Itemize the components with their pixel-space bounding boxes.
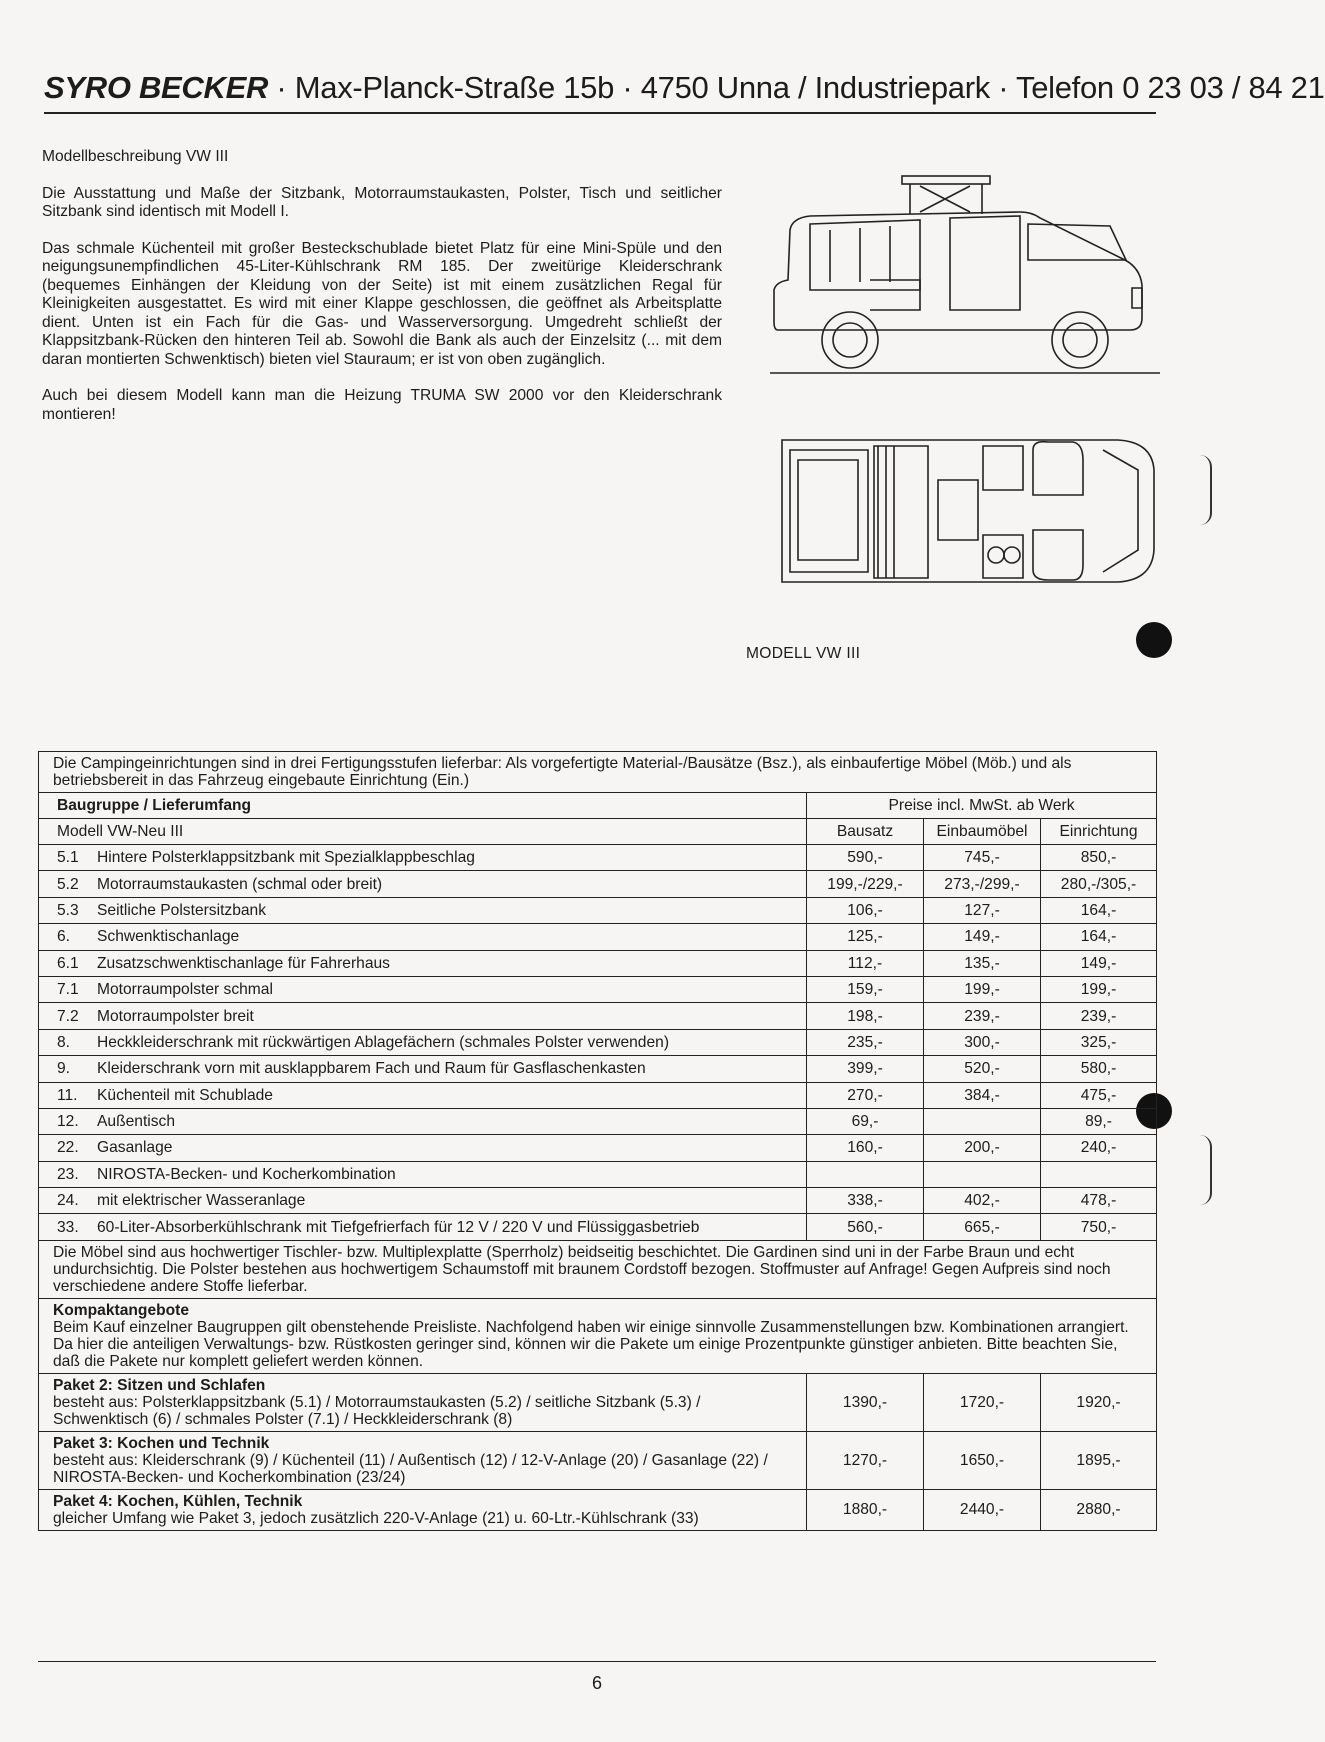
price-einbaumoebel (924, 1161, 1041, 1187)
package-row (39, 1431, 1157, 1489)
price-einbaumoebel: 665,- (924, 1214, 1041, 1240)
item-number: 7.1 (57, 981, 79, 999)
description-paragraph-2: Das schmale Küchenteil mit großer Besteckschublade bietet Platz für eine Mini-Spüle und den neigungsunempfindlichen 45-Liter-Kühlschrank RM 185. Der zweitürige Kleiderschrank (bequemes Einhängen der Kleidung von der Seite) ist mit einem zusätzlichen Regal für Kleinigkeiten ausgestattet. Es wird mit einer Klappe geschlossen, die geöffnet als Arbeitsplatte dient. Unten ist ein Fach für die Gas- und Wasserversorgung. Umgedreht schließt der Klappsitzbank-Rücken den hinteren Teil ab. Sowohl die Bank als auch der Einzelsitz (... mit dem daran montierten Schwenktisch) bieten viel Stauraum; er ist von oben zugänglich. (42, 239, 722, 368)
item-number: 33. (57, 1218, 79, 1236)
page-header (44, 70, 1325, 106)
price-bausatz: 338,- (807, 1188, 924, 1214)
item-description: Außentisch (97, 1113, 176, 1131)
item-description: NIROSTA-Becken- und Kocherkombination (97, 1165, 396, 1183)
item-number: 11. (57, 1086, 78, 1104)
table-intro: Die Campingeinrichtungen sind in drei Fertigungsstufen lieferbar: Als vorgefertigte Material-/Bausätze (Bsz.), als einbaufertige Möbel (Möb.) und als betriebsbereit in das Fahrzeug eingebaute Einrichtung (Ein.) (39, 752, 1157, 793)
price-einbaumoebel: 273,-/299,- (924, 871, 1041, 897)
price-bausatz: 235,- (807, 1029, 924, 1055)
van-top-view-drawing (778, 430, 1158, 600)
item-cell (39, 1056, 807, 1082)
item-cell (39, 1161, 807, 1187)
table-row (39, 1108, 1157, 1134)
price-einbaumoebel: 199,- (924, 976, 1041, 1002)
item-cell (39, 1135, 807, 1161)
price-einrichtung: 164,- (1041, 897, 1157, 923)
description-paragraph-3: Auch bei diesem Modell kann man die Heizung TRUMA SW 2000 vor den Kleiderschrank montieren! (42, 387, 722, 423)
table-row (39, 1188, 1157, 1214)
package-price-einrichtung: 2880,- (1041, 1489, 1157, 1530)
price-einrichtung: 149,- (1041, 950, 1157, 976)
price-einrichtung: 199,- (1041, 976, 1157, 1002)
description-title: Modellbeschreibung VW III (42, 148, 229, 165)
price-einbaumoebel: 520,- (924, 1056, 1041, 1082)
compact-offers (39, 1298, 1157, 1373)
price-einrichtung: 325,- (1041, 1029, 1157, 1055)
item-description: Heckkleiderschrank mit rückwärtigen Ablagefächern (schmales Polster verwenden) (97, 1033, 670, 1051)
item-number: 6.1 (57, 954, 79, 972)
price-bausatz: 106,- (807, 897, 924, 923)
item-number: 5.1 (57, 849, 79, 867)
item-number: 5.3 (57, 901, 79, 919)
package-price-einbaumoebel: 1720,- (924, 1373, 1041, 1431)
table-row (39, 1135, 1157, 1161)
compact-offers-title: Kompaktangebote (53, 1301, 190, 1319)
package-cell (39, 1489, 807, 1530)
table-row (39, 1003, 1157, 1029)
price-einbaumoebel: 402,- (924, 1188, 1041, 1214)
price-einbaumoebel: 384,- (924, 1082, 1041, 1108)
price-bausatz: 560,- (807, 1214, 924, 1240)
price-bausatz: 69,- (807, 1108, 924, 1134)
table-row (39, 871, 1157, 897)
item-description: Motorraumpolster breit (97, 1007, 254, 1025)
description-paragraph-1: Die Ausstattung und Maße der Sitzbank, Motorraumstaukasten, Polster, Tisch und seitlicher Sitzbank sind identisch mit Modell I. (42, 184, 722, 220)
package-contents: besteht aus: Polsterklappsitzbank (5.1) / Motorraumstaukasten (5.2) / seitliche Sitzbank (5.3) / Schwenktisch (6) / schmales Polster (7.1) / Heckkleiderschrank (8) (53, 1393, 701, 1428)
model-label: MODELL VW III (746, 645, 861, 662)
price-bausatz: 590,- (807, 845, 924, 871)
table-row (39, 950, 1157, 976)
item-number: 6. (57, 928, 71, 946)
item-cell (39, 845, 807, 871)
package-title: Paket 4: Kochen, Kühlen, Technik (53, 1492, 303, 1510)
item-number: 7.2 (57, 1007, 79, 1025)
item-cell (39, 1003, 807, 1029)
item-cell (39, 897, 807, 923)
item-description: Küchenteil mit Schublade (97, 1086, 273, 1104)
package-cell (39, 1431, 807, 1489)
package-price-bausatz: 1270,- (807, 1431, 924, 1489)
item-cell (39, 1082, 807, 1108)
item-description: Motorraumpolster schmal (97, 981, 273, 999)
price-bausatz: 112,- (807, 950, 924, 976)
item-cell (39, 976, 807, 1002)
col-header-einrichtung: Einrichtung (1041, 819, 1157, 845)
package-contents: besteht aus: Kleiderschrank (9) / Küchenteil (11) / Außentisch (12) / 12-V-Anlage (20) / Gasanlage (22) / NIROSTA-Becken- und Kocherkombination (23/24) (53, 1451, 768, 1486)
price-einrichtung: 239,- (1041, 1003, 1157, 1029)
price-bausatz: 199,-/229,- (807, 871, 924, 897)
item-description: mit elektrischer Wasseranlage (97, 1192, 306, 1210)
price-einbaumoebel: 239,- (924, 1003, 1041, 1029)
price-einbaumoebel: 127,- (924, 897, 1041, 923)
price-table (38, 751, 1157, 1531)
price-header: Preise incl. MwSt. ab Werk (807, 793, 1157, 819)
price-einrichtung: 475,- (1041, 1082, 1157, 1108)
item-description: Kleiderschrank vorn mit ausklappbarem Fach und Raum für Gasflaschenkasten (97, 1060, 646, 1078)
item-number: 5.2 (57, 875, 79, 893)
col-header-bausatz: Bausatz (807, 819, 924, 845)
item-number: 12. (57, 1113, 79, 1131)
price-einrichtung: 750,- (1041, 1214, 1157, 1240)
item-description: Seitliche Polstersitzbank (97, 901, 267, 919)
header-address: · Max-Planck-Straße 15b · 4750 Unna / Industriepark · Telefon 0 23 03 / 84 21 (268, 70, 1325, 105)
group-header: Baugruppe / Lieferumfang (39, 793, 807, 819)
item-number: 9. (57, 1060, 71, 1078)
material-note: Die Möbel sind aus hochwertiger Tischler- bzw. Multiplexplatte (Sperrholz) beidseitig beschichtet. Die Gardinen sind uni in der Farbe Braun und echt undurchsichtig. Die Polster bestehen aus hochwertigem Schaumstoff mit braunem Cordstoff bezogen. Stoffmuster auf Anfrage! Gegen Aufpreis sind noch verschiedene andere Stoffe lieferbar. (39, 1240, 1157, 1298)
item-description: Gasanlage (97, 1139, 173, 1157)
header-divider (44, 112, 1156, 114)
item-cell (39, 924, 807, 950)
table-row (39, 1161, 1157, 1187)
price-bausatz: 125,- (807, 924, 924, 950)
price-einrichtung: 164,- (1041, 924, 1157, 950)
price-einbaumoebel (924, 1108, 1041, 1134)
price-einrichtung: 240,- (1041, 1135, 1157, 1161)
van-side-view-drawing (770, 170, 1160, 385)
item-cell (39, 950, 807, 976)
item-number: 23. (57, 1165, 79, 1183)
item-cell (39, 1188, 807, 1214)
table-row (39, 845, 1157, 871)
table-row (39, 1214, 1157, 1240)
item-description: Hintere Polsterklappsitzbank mit Spezialklappbeschlag (97, 849, 475, 867)
price-bausatz: 160,- (807, 1135, 924, 1161)
price-rows (39, 845, 1157, 1241)
price-einbaumoebel: 745,- (924, 845, 1041, 871)
price-bausatz: 159,- (807, 976, 924, 1002)
price-bausatz: 399,- (807, 1056, 924, 1082)
item-number: 22. (57, 1139, 79, 1157)
punch-hole-upper (1136, 622, 1172, 658)
table-row (39, 924, 1157, 950)
price-einbaumoebel: 149,- (924, 924, 1041, 950)
price-einrichtung: 478,- (1041, 1188, 1157, 1214)
price-einrichtung: 89,- (1041, 1108, 1157, 1134)
item-description: Schwenktischanlage (97, 928, 240, 946)
table-row (39, 1082, 1157, 1108)
package-title: Paket 2: Sitzen und Schlafen (53, 1376, 266, 1394)
package-cell (39, 1373, 807, 1431)
item-cell (39, 1108, 807, 1134)
package-price-einrichtung: 1895,- (1041, 1431, 1157, 1489)
footer-divider (38, 1661, 1156, 1662)
table-row (39, 976, 1157, 1002)
package-title: Paket 3: Kochen und Technik (53, 1434, 270, 1452)
price-einrichtung: 280,-/305,- (1041, 871, 1157, 897)
package-row (39, 1489, 1157, 1530)
item-cell (39, 1214, 807, 1240)
price-bausatz: 270,- (807, 1082, 924, 1108)
package-price-bausatz: 1390,- (807, 1373, 924, 1431)
price-einbaumoebel: 135,- (924, 950, 1041, 976)
price-einbaumoebel: 300,- (924, 1029, 1041, 1055)
page-number: 6 (592, 1673, 603, 1693)
table-row (39, 897, 1157, 923)
item-description: Motorraumstaukasten (schmal oder breit) (97, 875, 383, 893)
col-header-einbaumoebel: Einbaumöbel (924, 819, 1041, 845)
item-cell (39, 871, 807, 897)
package-row (39, 1373, 1157, 1431)
package-contents: gleicher Umfang wie Paket 3, jedoch zusätzlich 220-V-Anlage (21) u. 60-Ltr.-Kühlschrank (33) (53, 1509, 699, 1527)
price-einbaumoebel: 200,- (924, 1135, 1041, 1161)
table-row (39, 1029, 1157, 1055)
binding-clip-upper (1200, 455, 1212, 525)
price-bausatz: 198,- (807, 1003, 924, 1029)
package-price-bausatz: 1880,- (807, 1489, 924, 1530)
item-cell (39, 1029, 807, 1055)
price-bausatz (807, 1161, 924, 1187)
model-description (42, 148, 722, 442)
package-price-einrichtung: 1920,- (1041, 1373, 1157, 1431)
binding-clip-lower (1200, 1135, 1212, 1205)
brand-name: SYRO BECKER (44, 70, 269, 105)
item-number: 8. (57, 1033, 71, 1051)
table-row (39, 1056, 1157, 1082)
item-description: 60-Liter-Absorberkühlschrank mit Tiefgefrierfach für 12 V / 220 V und Flüssiggasbetrieb (97, 1218, 700, 1236)
model-name: Modell VW-Neu III (39, 819, 807, 845)
price-einrichtung (1041, 1161, 1157, 1187)
package-price-einbaumoebel: 1650,- (924, 1431, 1041, 1489)
price-einrichtung: 580,- (1041, 1056, 1157, 1082)
item-description: Zusatzschwenktischanlage für Fahrerhaus (97, 954, 390, 972)
compact-offers-text: Beim Kauf einzelner Baugruppen gilt obenstehende Preisliste. Nachfolgend haben wir einige sinnvolle Zusammenstellungen bzw. Kombinationen arrangiert. Da hier die anteiligen Verwaltungs- bzw. Rüstkosten geringer sind, können wir die Pakete um einige Prozentpunkte günstiger anbieten. Bitte beachten Sie, daß die Pakete nur komplett geliefert werden können. (53, 1318, 1129, 1370)
item-number: 24. (57, 1192, 79, 1210)
package-rows (39, 1373, 1157, 1530)
package-price-einbaumoebel: 2440,- (924, 1489, 1041, 1530)
price-einrichtung: 850,- (1041, 845, 1157, 871)
